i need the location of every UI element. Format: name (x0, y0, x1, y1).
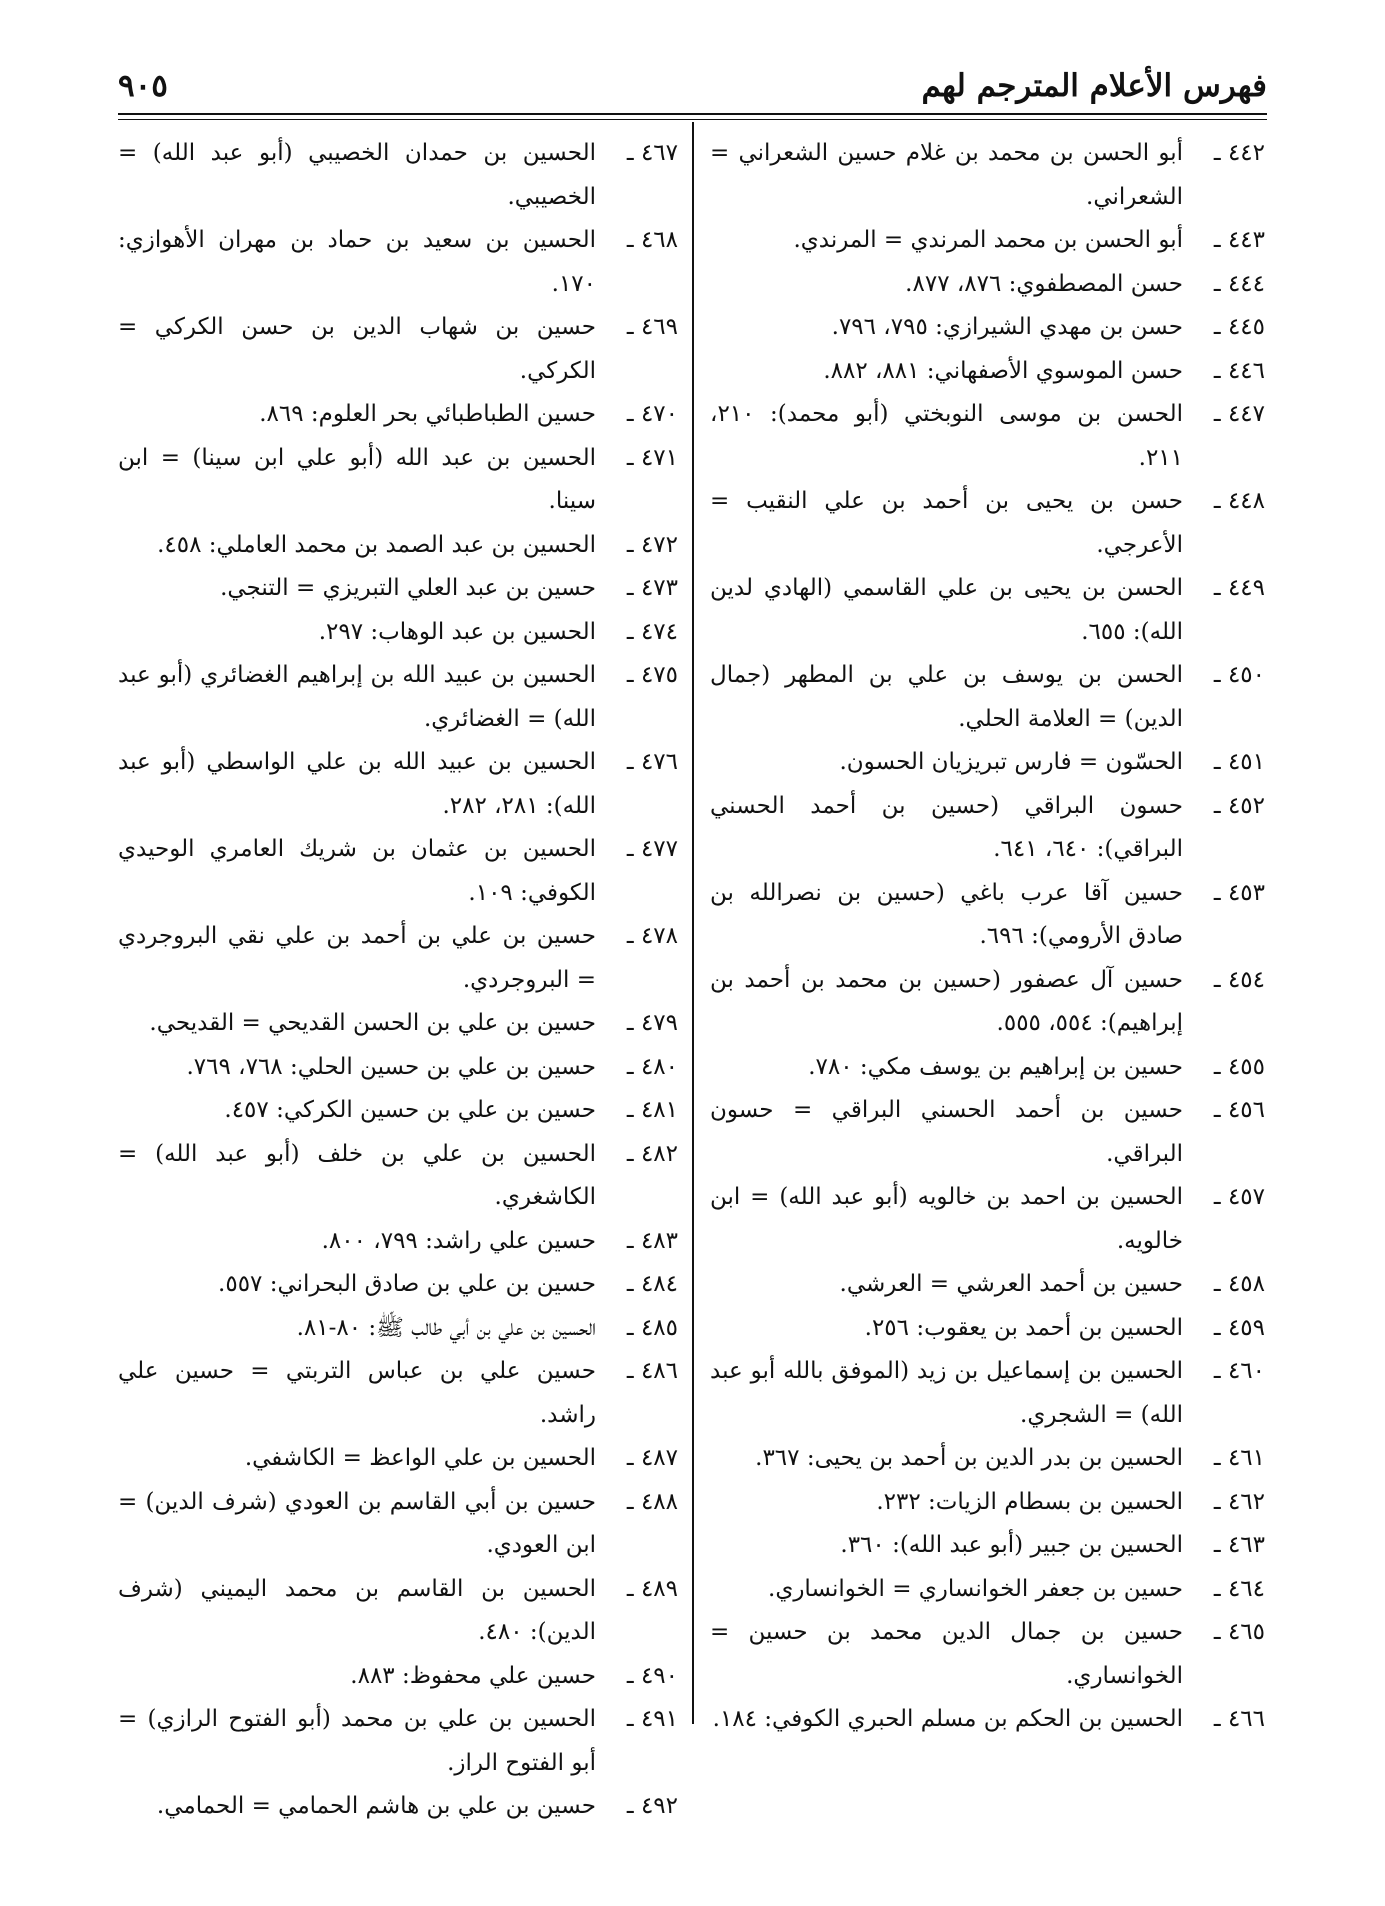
entry-number: ٤٦٤ ـ (1213, 1575, 1265, 1602)
index-entry (118, 915, 678, 1002)
entry-number: ٤٦١ ـ (1213, 1445, 1265, 1471)
entry-text: حسن المصطفوي: ٨٧٦، ٨٧٧. (905, 270, 1183, 297)
entry-text: حسن الموسوي الأصفهاني: ٨٨١، ٨٨٢. (823, 357, 1183, 384)
entry-text: حسين بن أبي القاسم بن العودي (شرف الدين) = ابن العودي. (118, 1488, 596, 1558)
entry-number: ٤٥٨ ـ (1213, 1271, 1265, 1297)
entry-number: ٤٨٥ ـ (626, 1314, 678, 1341)
entry-text: الحسين بن بدر الدين بن أحمد بن يحيى: ٣٦٧. (755, 1445, 1183, 1471)
entry-number: ٤٦٣ ـ (1213, 1532, 1265, 1558)
index-entry (118, 1220, 678, 1264)
entry-text: حسين بن إبراهيم بن يوسف مكي: ٧٨٠. (808, 1053, 1183, 1080)
page-number: ٩٠٥ (118, 68, 168, 104)
entry-text: الحسين بن عبيد الله بن علي الواسطي (أبو عبد الله): ٢٨١، ٢٨٢. (118, 749, 596, 819)
entry-text: حسين بن علي بن حسين الحلي: ٧٦٨، ٧٦٩. (186, 1053, 596, 1080)
index-entry (710, 306, 1265, 350)
index-entry (710, 1437, 1265, 1481)
entry-number: ٤٩١ ـ (626, 1706, 678, 1732)
entry-number: ٤٤٣ ـ (1213, 227, 1265, 253)
entry-text: حسن بن يحيى بن أحمد بن علي النقيب = الأعرجي. (710, 488, 1183, 558)
index-entry (710, 959, 1265, 1046)
entry-number: ٤٧٦ ـ (626, 749, 678, 775)
entry-number: ٤٤٢ ـ (1213, 140, 1265, 166)
entry-number: ٤٤٩ ـ (1213, 575, 1265, 601)
index-entry (710, 1350, 1265, 1437)
entry-text: حسين بن أحمد العرشي = العرشي. (839, 1271, 1183, 1297)
entry-number: ٤٧٢ ـ (626, 531, 678, 558)
entry-text: حسين بن أحمد الحسني البراقي = حسون البراقي. (710, 1097, 1183, 1167)
entry-number: ٤٦٨ ـ (626, 227, 678, 253)
index-entry (118, 1133, 678, 1220)
entry-number: ٤٦٢ ـ (1213, 1488, 1265, 1515)
entry-number: ٤٨٨ ـ (626, 1488, 678, 1515)
entry-text: الحسين بن بسطام الزيات: ٢٣٢. (876, 1488, 1183, 1515)
index-entry (710, 1089, 1265, 1176)
index-entry (710, 1046, 1265, 1090)
entry-text: حسين علي محفوظ: ٨٨٣. (350, 1662, 596, 1689)
index-entry (710, 480, 1265, 567)
index-entry (118, 1568, 678, 1655)
header-rule-thick (118, 113, 1267, 115)
entry-number: ٤٧٥ ـ (626, 662, 678, 688)
entry-text: الحسين بن عبيد الله بن إبراهيم الغضائري (أبو عبد الله) = الغضائري. (118, 662, 596, 732)
entry-number: ٤٦٥ ـ (1213, 1619, 1265, 1645)
entry-number: ٤٤٥ ـ (1213, 314, 1265, 340)
index-entry (118, 567, 678, 611)
entry-text: حسين بن جعفر الخوانساري = الخوانساري. (768, 1575, 1183, 1602)
index-entry (710, 1524, 1265, 1568)
entry-number: ٤٧٩ ـ (626, 1010, 678, 1036)
header-rule-thin (118, 119, 1267, 120)
index-entry (710, 1568, 1265, 1612)
entry-text: الحسين بن سعيد بن حماد بن مهران الأهوازي: ١٧٠. (118, 227, 597, 297)
entry-text: الحسين بن القاسم بن محمد اليميني (شرف الدين): ٤٨٠. (118, 1575, 596, 1645)
entry-number: ٤٥٥ ـ (1213, 1053, 1265, 1080)
index-entry (710, 1263, 1265, 1307)
entry-number: ٤٨١ ـ (626, 1097, 678, 1123)
entry-text: الحسن بن يحيى بن علي القاسمي (الهادي لدين الله): ٦٥٥. (710, 575, 1183, 645)
entry-number: ٤٩٠ ـ (626, 1662, 678, 1689)
index-column-left (118, 132, 678, 1829)
entry-text: أبو الحسن بن محمد بن غلام حسين الشعراني = الشعراني. (710, 140, 1183, 210)
entry-number: ٤٨٤ ـ (626, 1271, 678, 1297)
index-entry (118, 1002, 678, 1046)
entry-number: ٤٥٩ ـ (1213, 1314, 1265, 1341)
entry-number: ٤٩٢ ـ (626, 1793, 678, 1819)
entry-number: ٤٦٩ ـ (626, 314, 678, 340)
entry-number: ٤٥٦ ـ (1213, 1097, 1265, 1123)
index-entry (118, 132, 678, 219)
entry-text: الحسّون = فارس تبريزيان الحسون. (839, 749, 1183, 775)
entry-text: الحسين بن جبير (أبو عبد الله): ٣٦٠. (840, 1532, 1183, 1558)
entry-number: ٤٤٤ ـ (1213, 270, 1265, 297)
index-entry (118, 306, 678, 393)
entry-text: الحسين بن علي الواعظ = الكاشفي. (244, 1445, 596, 1471)
entry-number: ٤٤٨ ـ (1213, 488, 1265, 514)
index-entry (118, 1089, 678, 1133)
entry-text: الحسين بن أحمد بن يعقوب: ٢٥٦. (864, 1314, 1183, 1341)
entry-text: حسين الطباطبائي بحر العلوم: ٨٦٩. (259, 401, 596, 427)
page-header (118, 62, 1267, 110)
entry-text: أبو الحسن بن محمد المرندي = المرندي. (793, 227, 1183, 253)
entry-number: ٤٧٤ ـ (626, 618, 678, 645)
entry-number: ٤٤٦ ـ (1213, 357, 1265, 384)
index-entry (710, 350, 1265, 394)
entry-number: ٤٧٣ ـ (626, 575, 678, 601)
index-entry (710, 872, 1265, 959)
entry-text: الحسين بن الحكم بن مسلم الحبري الكوفي: ١٨٤. (712, 1706, 1183, 1732)
entry-number: ٤٧٨ ـ (626, 923, 678, 949)
index-entry (118, 219, 678, 306)
entry-number: ٤٦٦ ـ (1213, 1706, 1265, 1732)
index-entry (118, 654, 678, 741)
index-entry (710, 1176, 1265, 1263)
index-entry (710, 567, 1265, 654)
index-entry (118, 1785, 678, 1829)
index-entry (118, 1437, 678, 1481)
index-entry (118, 524, 678, 568)
entry-text: حسين آل عصفور (حسين بن محمد بن أحمد بن إبراهيم): ٥٥٤، ٥٥٥. (710, 966, 1183, 1036)
index-entry (118, 1655, 678, 1699)
index-entry (710, 393, 1265, 480)
index-entry (118, 741, 678, 828)
entry-number: ٤٨٣ ـ (626, 1227, 678, 1254)
entry-number: ٤٨٩ ـ (626, 1575, 678, 1602)
index-entry (710, 785, 1265, 872)
index-entry (118, 1307, 678, 1351)
entry-number: ٤٧١ ـ (626, 444, 678, 471)
entry-number: ٤٥٣ ـ (1213, 879, 1265, 906)
entry-text: حسين بن علي بن هاشم الحمامي = الحمامي. (156, 1793, 596, 1819)
index-entry (118, 1263, 678, 1307)
entry-text: الحسن بن موسى النوبختي (أبو محمد): ٢١٠، ٢١١. (710, 401, 1183, 471)
index-entry (710, 1611, 1265, 1698)
entry-text: الحسين بن عبد الوهاب: ٢٩٧. (318, 618, 596, 645)
entry-text: الحسن بن يوسف بن علي بن المطهر (جمال الدين) = العلامة الحلي. (710, 662, 1183, 732)
entry-number: ٤٥٧ ـ (1213, 1184, 1265, 1210)
index-entry (118, 1698, 678, 1785)
entry-text: الحسين بن علي بن أبي طالب ﷺ: ٨٠-٨١. (296, 1314, 596, 1341)
index-column-right (710, 132, 1265, 1742)
index-entry (118, 611, 678, 655)
entry-text: حسين علي راشد: ٧٩٩، ٨٠٠. (321, 1227, 596, 1254)
entry-text: حسين علي بن عباس التربتي = حسين علي راشد. (118, 1358, 596, 1428)
entry-text: الحسين بن علي بن محمد (أبو الفتوح الرازي) = أبو الفتوح الراز. (118, 1706, 596, 1776)
entry-number: ٤٨٧ ـ (626, 1445, 678, 1471)
entry-number: ٤٧٧ ـ (626, 836, 678, 862)
entry-number: ٤٥١ ـ (1213, 749, 1265, 775)
index-entry (710, 654, 1265, 741)
entry-number: ٤٦٠ ـ (1213, 1358, 1265, 1384)
entry-number: ٤٥٤ ـ (1213, 966, 1265, 993)
index-entry (710, 1698, 1265, 1742)
entry-text: الحسين بن احمد بن خالويه (أبو عبد الله) = ابن خالويه. (710, 1184, 1183, 1254)
entry-number: ٤٨٢ ـ (626, 1140, 678, 1167)
entry-number: ٤٨٦ ـ (626, 1358, 678, 1384)
index-entry (710, 263, 1265, 307)
entry-text: حسين بن علي بن صادق البحراني: ٥٥٧. (218, 1271, 596, 1297)
entry-text: حسين بن علي بن حسين الكركي: ٤٥٧. (224, 1097, 596, 1123)
entry-text: حسون البراقي (حسين بن أحمد الحسني البراقي): ٦٤٠، ٦٤١. (710, 792, 1183, 862)
entry-text: حسين بن علي بن أحمد بن علي نقي البروجردي = البروجردي. (118, 923, 596, 993)
entry-number: ٤٥٢ ـ (1213, 792, 1265, 819)
entry-text: الحسين بن حمدان الخصيبي (أبو عبد الله) = الخصيبي. (118, 140, 596, 210)
index-entry (118, 1046, 678, 1090)
index-entry (118, 393, 678, 437)
entry-text: الحسين بن عبد الصمد بن محمد العاملي: ٤٥٨. (157, 531, 596, 558)
index-entry (710, 1307, 1265, 1351)
index-entry (710, 1481, 1265, 1525)
entry-text: الحسين بن إسماعيل بن زيد (الموفق بالله أبو عبد الله) = الشجري. (710, 1358, 1183, 1428)
entry-text: حسين بن علي بن الحسن القديحي = القديحي. (149, 1010, 596, 1036)
entry-number: ٤٨٠ ـ (626, 1053, 678, 1080)
entry-number: ٤٦٧ ـ (626, 140, 678, 166)
entry-text: حسين بن جمال الدين محمد بن حسين = الخوانساري. (710, 1619, 1183, 1689)
column-divider (692, 122, 694, 1724)
entry-text: حسين آقا عرب باغي (حسين بن نصرالله بن صادق الأرومي): ٦٩٦. (710, 879, 1183, 949)
index-entry (710, 741, 1265, 785)
entry-text: الحسين بن عثمان بن شريك العامري الوحيدي الكوفي: ١٠٩. (118, 836, 596, 906)
entry-number: ٤٥٠ ـ (1213, 662, 1265, 688)
entry-text: حسين بن شهاب الدين بن حسن الكركي = الكركي. (118, 314, 596, 384)
index-entry (118, 437, 678, 524)
entry-number: ٤٧٠ ـ (626, 401, 678, 427)
index-entry (118, 1350, 678, 1437)
running-title: فهرس الأعلام المترجم لهم (921, 68, 1267, 104)
entry-number: ٤٤٧ ـ (1213, 401, 1265, 427)
entry-text: الحسين بن عبد الله (أبو علي ابن سينا) = ابن سينا. (118, 444, 596, 514)
index-entry (710, 219, 1265, 263)
entry-text: حسين بن عبد العلي التبريزي = التنجي. (220, 575, 596, 601)
index-entry (118, 1481, 678, 1568)
index-entry (118, 828, 678, 915)
index-entry (710, 132, 1265, 219)
entry-text: الحسين بن علي بن خلف (أبو عبد الله) = الكاشغري. (118, 1140, 596, 1210)
entry-text: حسن بن مهدي الشيرازي: ٧٩٥، ٧٩٦. (831, 314, 1183, 340)
